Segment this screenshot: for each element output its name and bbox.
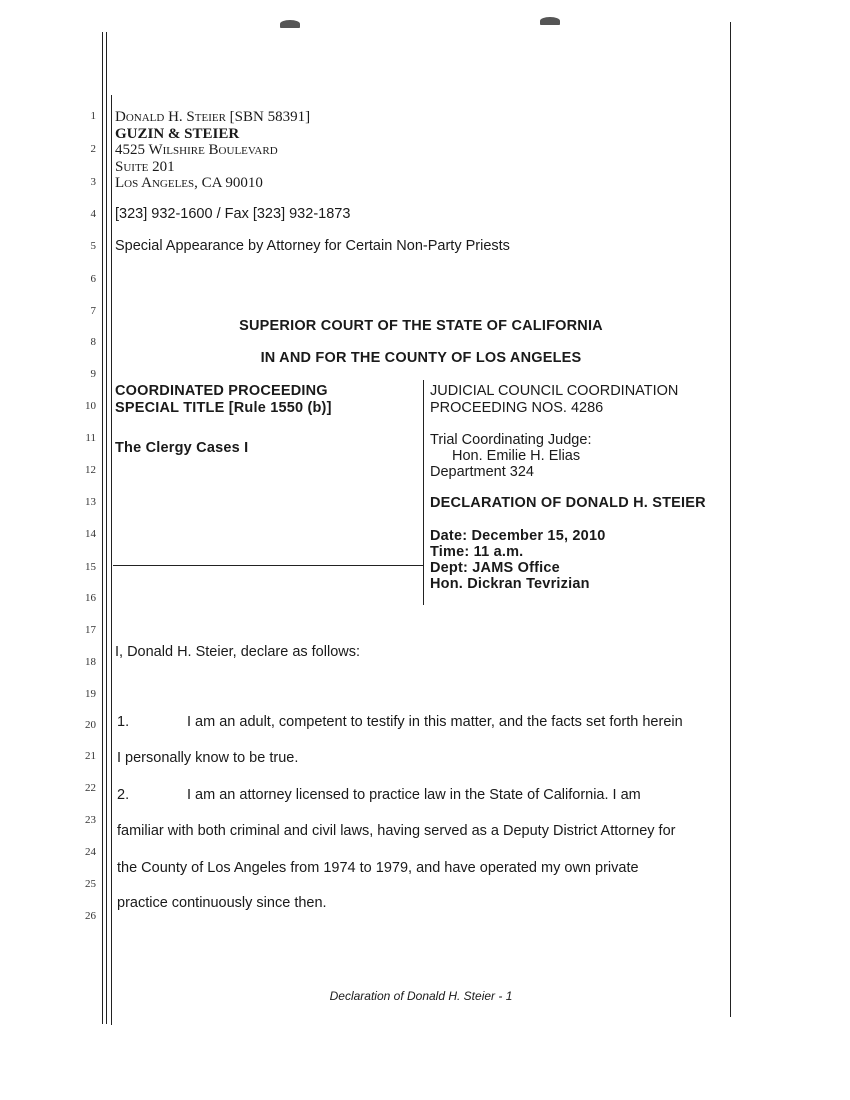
declaration-intro: I, Donald H. Steier, declare as follows: — [115, 644, 361, 660]
punch-hole-right-mark — [540, 17, 560, 25]
line-number: 15 — [85, 561, 96, 573]
paragraph-2-number: 2. — [117, 787, 130, 803]
line-number: 25 — [85, 878, 96, 890]
paragraph-2-line-4: practice continuously since then. — [117, 895, 327, 911]
caption-divider-vertical — [423, 380, 424, 605]
line-number: 20 — [85, 719, 96, 731]
hearing-judge: Hon. Dickran Tevrizian — [430, 576, 590, 592]
line-number: 21 — [85, 750, 96, 762]
line-number: 4 — [90, 208, 96, 220]
attorney-name-line — [115, 109, 310, 126]
line-number: 1 — [90, 110, 96, 122]
address-line-2: Suite 201 — [115, 159, 175, 175]
caption-left-title-1: COORDINATED PROCEEDING — [115, 383, 328, 399]
line-number: 9 — [90, 368, 96, 380]
address-line-3: Los Angeles, CA 90010 — [115, 175, 263, 191]
paragraph-2-line-2: familiar with both criminal and civil laws, having served as a Deputy District Attorney for — [117, 823, 676, 839]
line-number: 8 — [90, 336, 96, 348]
court-county: IN AND FOR THE COUNTY OF LOS ANGELES — [260, 350, 582, 366]
document-title: DECLARATION OF DONALD H. STEIER — [430, 495, 706, 511]
line-number: 12 — [85, 464, 96, 476]
right-margin-line — [730, 22, 731, 1017]
line-number: 23 — [85, 814, 96, 826]
line-number: 16 — [85, 592, 96, 604]
bar-number: [SBN 58391] — [229, 109, 311, 125]
left-margin-line-inner — [106, 32, 107, 1024]
line-number: 22 — [85, 782, 96, 794]
paragraph-1-line-1: I am an adult, competent to testify in this matter, and the facts set forth herein — [187, 714, 683, 730]
line-number: 10 — [85, 400, 96, 412]
judge-name: Hon. Emilie H. Elias — [452, 448, 581, 464]
judge-label: Trial Coordinating Judge: — [430, 432, 592, 448]
line-number: 14 — [85, 528, 96, 540]
left-margin-line-text — [111, 95, 112, 1025]
paragraph-1-number: 1. — [117, 714, 130, 730]
case-name: The Clergy Cases I — [115, 440, 249, 456]
department: Department 324 — [430, 464, 534, 480]
coordination-title-1: JUDICIAL COUNCIL COORDINATION — [430, 383, 679, 399]
special-appearance: Special Appearance by Attorney for Certain Non-Party Priests — [115, 238, 510, 254]
caption-left-title-2: SPECIAL TITLE [Rule 1550 (b)] — [115, 400, 332, 416]
punch-hole-left-mark — [280, 20, 300, 28]
address-line-1: 4525 Wilshire Boulevard — [115, 142, 278, 158]
line-number: 18 — [85, 656, 96, 668]
line-number: 5 — [90, 240, 96, 252]
line-number: 17 — [85, 624, 96, 636]
line-number: 7 — [90, 305, 96, 317]
court-name: SUPERIOR COURT OF THE STATE OF CALIFORNIA — [239, 318, 603, 334]
phone-fax: [323] 932-1600 / Fax [323] 932-1873 — [115, 206, 351, 222]
left-margin-line-outer — [102, 32, 103, 1024]
paragraph-1-line-2: I personally know to be true. — [117, 750, 299, 766]
line-number: 6 — [90, 273, 96, 285]
footer-title: Declaration of Donald H. Steier - 1 — [329, 989, 513, 1003]
line-number: 2 — [90, 143, 96, 155]
hearing-time: Time: 11 a.m. — [430, 544, 524, 560]
line-number: 3 — [90, 176, 96, 188]
attorney-name: Donald H. Steier — [115, 109, 226, 125]
paragraph-2-line-1: I am an attorney licensed to practice law in the State of California. I am — [187, 787, 641, 803]
hearing-dept: Dept: JAMS Office — [430, 560, 560, 576]
caption-divider-horizontal — [113, 565, 423, 566]
line-number: 24 — [85, 846, 96, 858]
firm-name: GUZIN & STEIER — [115, 126, 240, 142]
line-number: 19 — [85, 688, 96, 700]
hearing-date: Date: December 15, 2010 — [430, 528, 606, 544]
line-number: 26 — [85, 910, 96, 922]
paragraph-2-line-3: the County of Los Angeles from 1974 to 1979, and have operated my own private — [117, 860, 639, 876]
coordination-title-2: PROCEEDING NOS. 4286 — [430, 400, 604, 416]
line-number: 13 — [85, 496, 96, 508]
line-number: 11 — [85, 432, 96, 444]
